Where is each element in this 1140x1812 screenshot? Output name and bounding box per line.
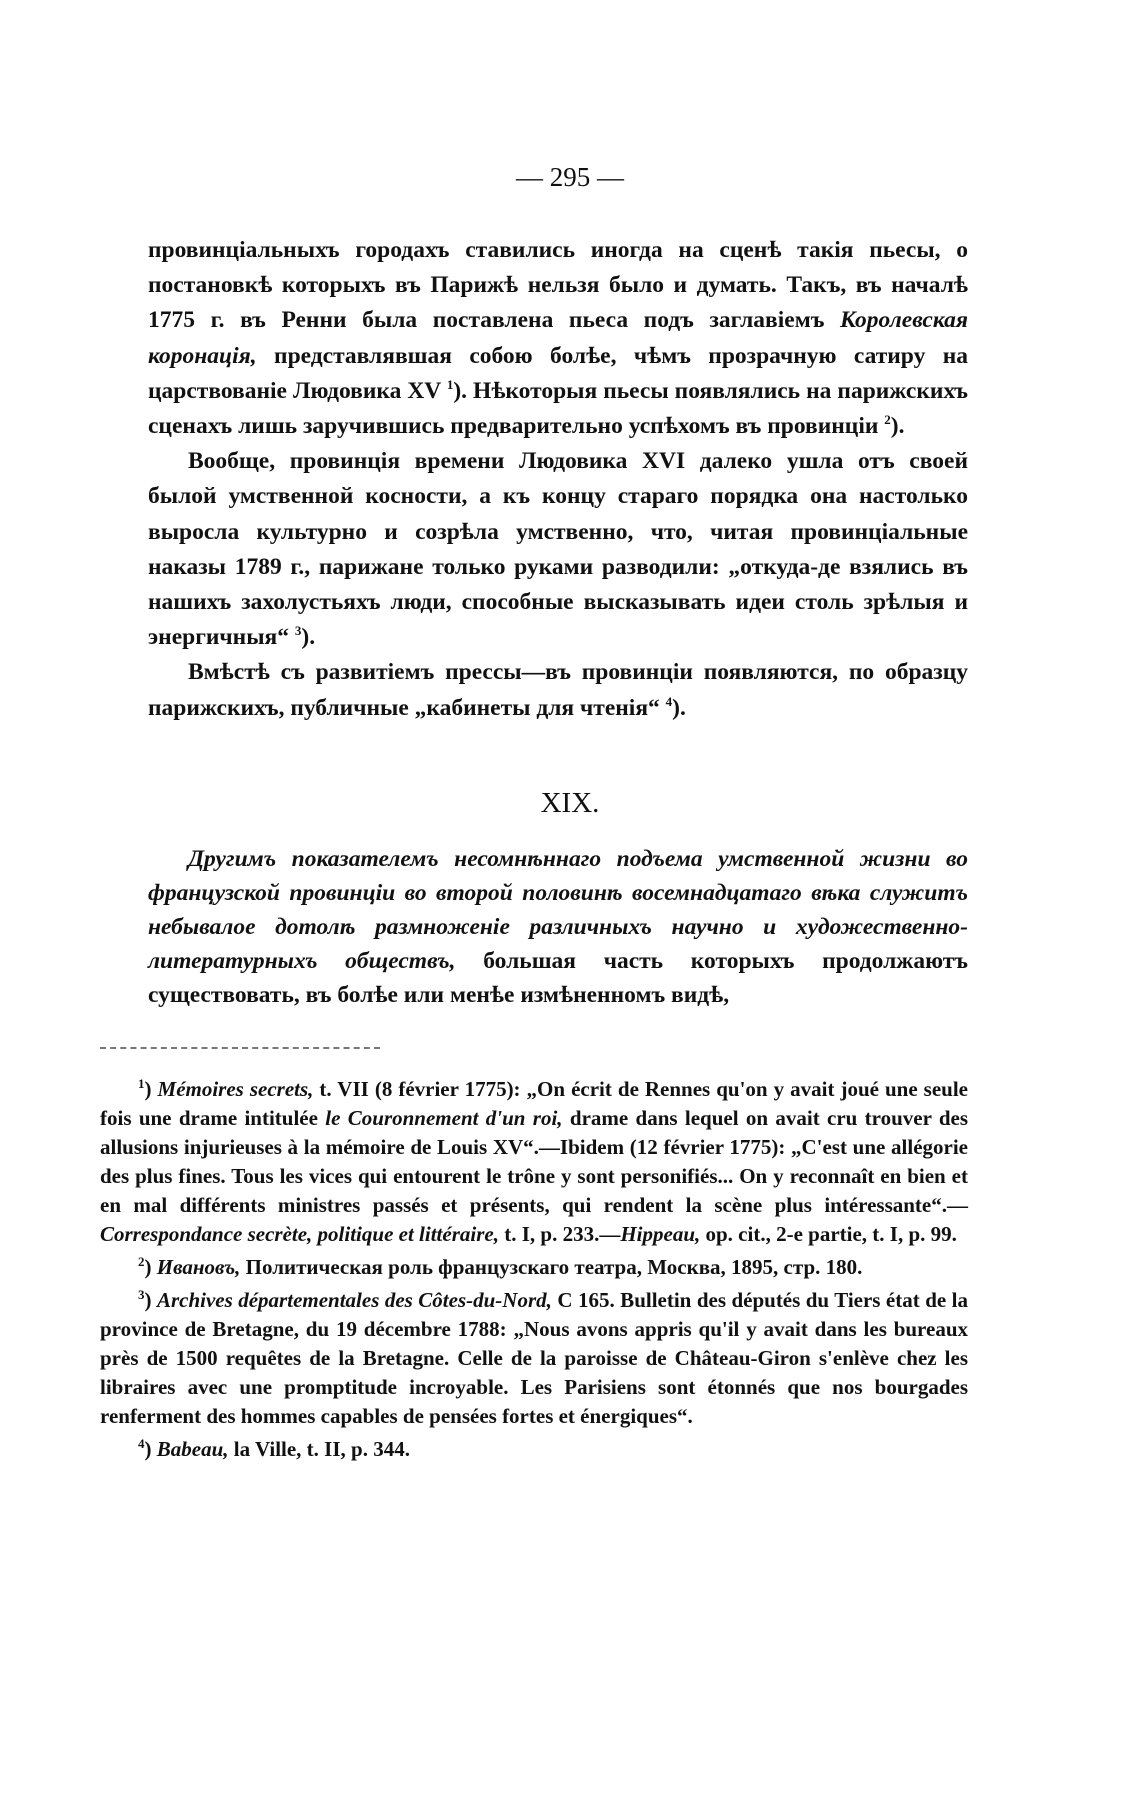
footnote-ref-2: 2 xyxy=(884,412,891,428)
paragraph-1: провинціальныхъ городахъ ставились иногда на сценѣ такія пьесы, о постановкѣ которыхъ въ Парижѣ нельзя было и думать. Такъ, въ началѣ 1775 г. въ Ренни была поставлена пьеса подъ заглавіемъ Королевская коронація, представлявшая собою болѣе, чѣмъ прозрачную сатиру на царствованіе Людовика XV $^1$). Нѣкоторыя пьесы появлялись на парижскихъ сценахъ лишь заручившись предварительно успѣхомъ въ провинціи $^2$). xyxy=(148,237,968,440)
section-heading: XIX. xyxy=(540,787,600,819)
footnote-ref-3: 3 xyxy=(294,623,302,639)
footnote-ref-1: 1 xyxy=(446,376,454,392)
play-title: Королевская коронація, xyxy=(148,307,968,369)
paragraph-3: Вмѣстѣ съ развитіемъ прессы—въ провинціи появляются, по образцу парижскихъ, публичные „кабинеты для чтенія“ $^4$). xyxy=(148,659,968,721)
footnote-1: $^1$) Mémoires secrets, t. VII (8 février 1775): „On écrit de Rennes qu'on y avait joué une seule fois une drame intitulée le Couronnement d'un roi, drame dans lequel on avait cru trouver des allusions injurieuses à la mémoire de Louis XV“.—Ibidem (12 février 1775): „C'est une allégorie des plus fines. Tous les vices qui entourent le trône y sont personifiés... On y reconnaît en bien et en mal différents ministres passés et présents, qui rendent la scène plus intéressante“.—Correspondance secrète, politique et littéraire, t. I, p. 233.—Hippeau, op. cit., 2-e partie, t. I, p. 99. xyxy=(100,1076,969,1246)
page-number: — 295 — xyxy=(516,162,624,192)
footnote-4: $^4$) Babeau, la Ville, t. II, p. 344. xyxy=(138,1436,410,1461)
footnote-ref-4: 4 xyxy=(665,693,673,709)
section-regular-text: большая часть которыхъ продолжаютъ существовать, въ болѣе или менѣе измѣненномъ видѣ, xyxy=(148,948,968,1008)
footnote-2: $^2$) Ивановъ, Политическая роль французскаго театра, Москва, 1895, стр. 180. xyxy=(138,1254,863,1279)
footnote-separator xyxy=(100,1047,380,1049)
footnote-3: $^3$) Archives départementales des Côtes-du-Nord, C 165. Bulletin des députés du Tiers état de la province de Bretagne, du 19 décembre 1788: „Nous avons appris qu'il y avait dans les bureaux près de 1500 requêtes de la Bretagne. Celle de la paroisse de Château-Giron s'enlève chez les libraires avec une promptitude incroyable. Les Parisiens sont étonnés que nos bourgades renferment des hommes capables de pensées fortes et énergiques“. xyxy=(100,1287,968,1428)
footnotes xyxy=(100,1075,968,1468)
section-italic-text: Другимъ показателемъ несомнѣннаго подъема умственной жизни во французской провинціи во второй половинѣ восемнадцатаго вѣка служитъ небывалое дотолѣ размноженіе различныхъ научно и художественно-литературныхъ обществъ, xyxy=(148,846,968,974)
paragraph-2: Вообще, провинція времени Людовика XVI далеко ушла отъ своей былой умственной косности, а къ концу стараго порядка она настолько выросла культурно и созрѣла умственно, что, читая провинціальные наказы 1789 г., парижане только руками разводили: „откуда-де взялись въ нашихъ захолустьяхъ люди, способные высказывать идеи столь зрѣлыя и энергичныя“ $^3$). xyxy=(148,448,968,651)
main-text xyxy=(148,233,968,726)
section-text xyxy=(148,842,968,1012)
